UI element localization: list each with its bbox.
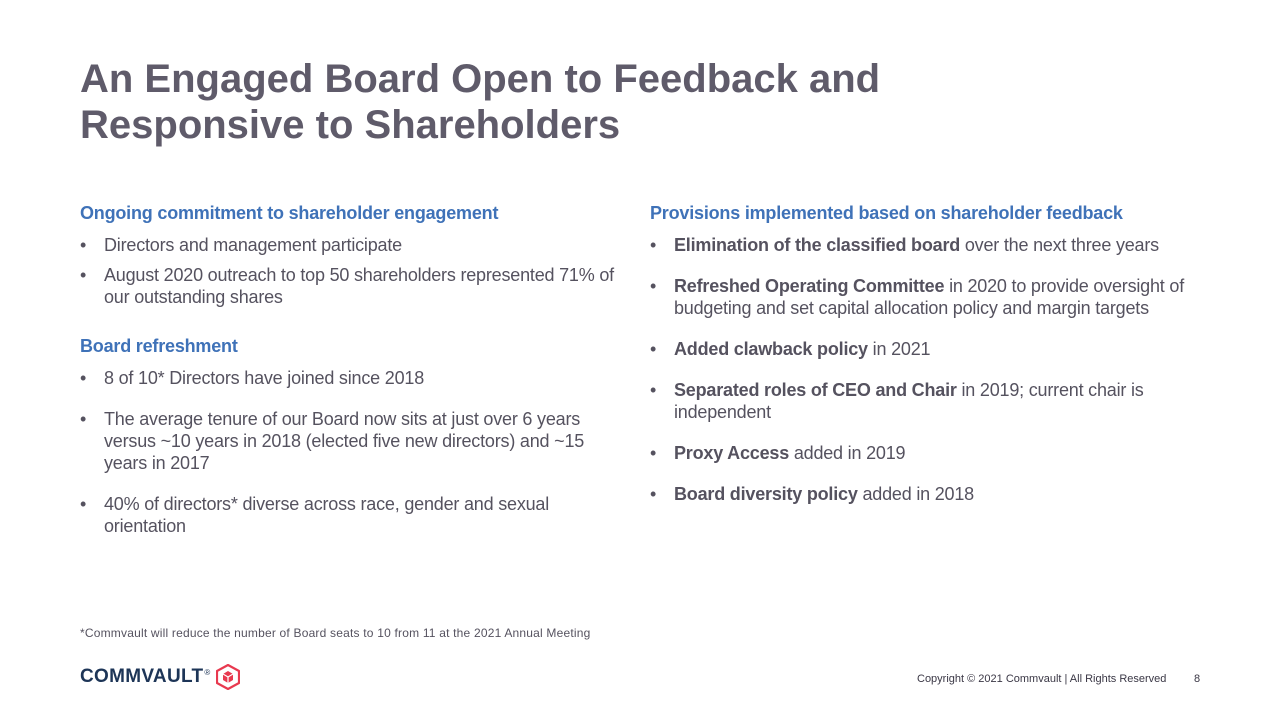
list-item bbox=[650, 442, 1210, 464]
logo-wordmark: COMMVAULT bbox=[80, 666, 204, 687]
commvault-cube-icon bbox=[216, 664, 240, 690]
provision-bold: Added clawback policy bbox=[674, 339, 868, 359]
list-item: • 40% of directors* diverse across race, gender and sexual orientation bbox=[80, 493, 625, 537]
list-item: • August 2020 outreach to top 50 shareholders represented 71% of our outstanding shares bbox=[80, 264, 625, 308]
list-item bbox=[650, 379, 1210, 423]
provision-bold: Refreshed Operating Committee bbox=[674, 276, 945, 296]
list-item bbox=[650, 275, 1210, 319]
list-item: • 8 of 10* Directors have joined since 2018 bbox=[80, 367, 625, 389]
provision-bold: Elimination of the classified board bbox=[674, 235, 961, 255]
copyright-text: Copyright © 2021 Commvault | All Rights Reserved bbox=[917, 673, 1167, 685]
commvault-logo bbox=[80, 664, 240, 690]
list-item bbox=[650, 234, 1210, 256]
slide-title bbox=[80, 56, 1080, 148]
engagement-list bbox=[80, 234, 625, 308]
engagement-heading: Ongoing commitment to shareholder engagement bbox=[80, 203, 499, 223]
refreshment-section bbox=[80, 335, 625, 537]
provision-text: in 2020 to provide oversight of budgeting and set capital allocation policy and margin targets bbox=[674, 276, 1185, 318]
engagement-section bbox=[80, 202, 625, 308]
page-number: 8 bbox=[1194, 673, 1201, 685]
right-column bbox=[650, 202, 1210, 524]
provisions-heading: Provisions implemented based on shareholder feedback bbox=[650, 203, 1123, 223]
title-line-1: An Engaged Board Open to Feedback and bbox=[80, 57, 881, 101]
provision-bold: Separated roles of CEO and Chair bbox=[674, 380, 957, 400]
provisions-list bbox=[650, 234, 1210, 505]
provision-bold: Proxy Access bbox=[674, 443, 790, 463]
left-column bbox=[80, 202, 625, 556]
provision-bold: Board diversity policy bbox=[674, 484, 858, 504]
provision-text: in 2021 bbox=[867, 339, 931, 359]
list-item: • Directors and management participate bbox=[80, 234, 625, 256]
provision-text: added in 2019 bbox=[789, 443, 906, 463]
provision-text: in 2019; current chair is independent bbox=[674, 380, 1144, 422]
list-item bbox=[650, 338, 1210, 360]
refreshment-heading: Board refreshment bbox=[80, 336, 238, 356]
provision-text: added in 2018 bbox=[857, 484, 974, 504]
provision-text: over the next three years bbox=[960, 235, 1159, 255]
list-item: • The average tenure of our Board now sits at just over 6 years versus ~10 years in 2018 (elected five new directors) and ~15 years in 2017 bbox=[80, 408, 625, 474]
list-item bbox=[650, 483, 1210, 505]
footnote: *Commvault will reduce the number of Board seats to 10 from 11 at the 2021 Annual Meeting bbox=[80, 626, 591, 640]
title-line-2: Responsive to Shareholders bbox=[80, 103, 621, 147]
refreshment-list bbox=[80, 367, 625, 537]
logo-trademark: ® bbox=[204, 667, 211, 677]
